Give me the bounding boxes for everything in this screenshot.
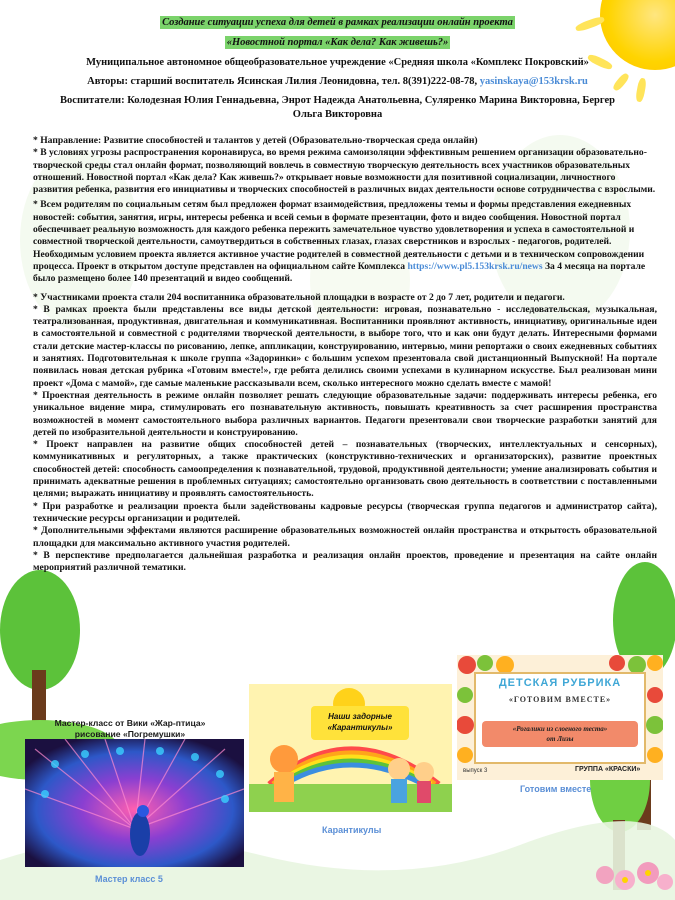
title-line-1: Создание ситуации успеха для детей в рамках реализации онлайн проекта [162,17,513,28]
masterclass-caption [40,718,220,740]
cooking-ribbon [482,724,638,744]
cooking-subtitle: «ГОТОВИМ ВМЕСТЕ» [508,695,612,704]
peacock-painting-art [25,739,244,867]
teachers-line-1: Воспитатели: Колодезная Юлия Геннадьевна, Энрот Надежда Анатольевна, Суляренко Марина Викторовна, Бергер [60,95,615,106]
paragraph-tasks: * Проектная деятельность в режиме онлайн позволяет решать следующие образовательные задачи: поддерживать интересы ребенка, его уникальное видение мира, стимулировать его познавательную активность, повышать креативность за счет расширения пространства возможностей в момент самостоятельного выбора различных вариантов. Педагоги презентовали свои творческие разработки занятий для детей по изобразительной деятельности и конструированию. [33,389,657,438]
masterclass-caption-line-2: рисование «Погремушки» [74,729,186,739]
paragraph-participants: * Участниками проекта стали 204 воспитанника образовательной площадки в возрасте от 2 до 7 лет, родители и педагоги. [33,291,565,303]
karantikuly-banner [311,706,409,740]
paragraph-parents-tail: За 4 месяца на портале было размещено более 140 презентаций и видео сообщений. [33,260,646,285]
teachers-line-2: Ольга Викторовна [292,109,383,120]
paragraph-parents-text: * Всем родителям по социальным сетям был предложен формат взаимодействия, предложены темы и формы представления ежедневных новостей: события, занятия, игры, интересы ребенка и всей семьи в формате презентации, фото и видео сообщения. Новостной портал обеспечивает реальную возможность для каждого ребенка пережить замечательное чувство удовлетворения и успеха в самостоятельной и совместной творческой деятельности, самоутвердиться в собственных глазах, глазах сверстников и взрослых - педагогов, родителей. Необходимым условием проекта является активное участие родителей в совместной деятельности с детьми и в техническом сопровождении процесса. Проект в открытом доступе представлен на официальном сайте Комплекса [33,199,645,272]
cooking-rubric-image[interactable] [457,655,663,780]
cooking-issue: выпуск 3 [463,768,488,774]
peacock-painting-image[interactable] [25,739,244,867]
karantikuly-banner-line-2: «Карантикулы» [327,723,393,732]
paragraph-effects: * Дополнительными эффектами являются расширение образовательных возможностей онлайн пространства и открытость образовательной площадки для максимально активного участия родителей. [33,525,657,549]
authors-text: Авторы: старший воспитатель Ясинская Лилия Леонидовна, тел. 8(391)222-08-78, [87,76,478,87]
authors-email-link[interactable]: yasinskaya@153krsk.ru [479,76,588,87]
karantikuly-art [249,684,452,812]
karantikuly-image[interactable] [249,684,452,812]
karantikuly-label: Карантикулы [322,825,382,835]
cooking-rubric-frame [457,655,663,780]
masterclass-caption-line-1: Мастер-класс от Вики «Жар-птица» [54,718,206,728]
institution: Муниципальное автономное общеобразовательное учреждение «Средняя школа «Комплекс Покровский» [86,57,589,68]
karantikuly-banner-line-1: Наши задорные [328,712,392,721]
authors-line [30,75,645,89]
header [30,12,645,122]
cooking-title: ДЕТСКАЯ РУБРИКА [498,677,622,689]
cooking-ribbon-line-2: от Лизы [546,735,574,743]
cooking-label: Готовим вместе [520,784,592,794]
cooking-ribbon-line-1: «Рогалики из слоеного теста» [512,725,608,733]
news-link[interactable]: https://www.pl5.153krsk.ru/news [407,260,543,272]
paragraph-direction: * Направление: Развитие способностей и талантов у детей (Образовательно-творческая среда онлайн) [33,135,478,146]
paragraph-perspective: * В перспективе предполагается дальнейшая разработка и реализация онлайн проектов, проведение и презентация на сайте онлайн мероприятий различной тематики. [33,549,657,574]
flowers-decoration [590,840,675,900]
paragraph-parents [33,199,657,285]
paragraph-abilities: * Проект направлен на развитие общих способностей детей – познавательных (творческих, интеллектуальных и сенсорных), коммуникативных и регуляторных, а также практических (конструктивно-технических и организаторских), развитие проектных способностей детей: способность самоопределения к познавательной, трудовой, продуктивной деятельности; умение анализировать события и принимать адекватные решения в проблемных ситуациях; самостоятельно организовать свою деятельность в соответствии с поставленными целями; выражать инициативу и проявлять самостоятельность. [33,439,657,500]
teachers-line [30,94,645,122]
cooking-group: ГРУППА «КРАСКИ» [575,766,641,773]
title-line-2: «Новостной портал «Как дела? Как живешь?» [226,37,449,48]
paragraph-activities: * В рамках проекта были представлены все виды детской деятельности: игровая, познавательно - исследовательская, музыкальная, театрализованная, продуктивная, двигательная и коммуникативная. Воспитанники проявляют активность, инициативу, оригинальные идеи в самостоятельной и совместной с родителями творческой деятельности, в выборе того, что и как они будут делать. Интересными формами стали детские мастер-классы по рисованию, лепке, аппликации, конструированию, интервью, мини репортажи о своих ежедневных событиях и занятиях. Подготовительная к школе группа «Задоринки» с большим успехом презентовала свой дистанционный Выпускной! На портале появилась новая детская рубрика «Готовим вместе!», где ребята делились своими успехами в кулинарном искусстве. Был реализован мини проект «Дома с мамой», где самые маленькие рассказывали всем, сколько интересного можно сделать вместе с мамой! [33,303,657,389]
masterclass-label: Мастер класс 5 [95,874,163,884]
body-text [33,135,657,574]
paragraph-resources: * При разработке и реализации проекта были задействованы кадровые ресурсы (творческая группа педагогов и администратор сайта), технические ресурсы организации и родителей. [33,500,657,524]
paragraph-context: * В условиях угрозы распространения коронавируса, во время режима самоизоляции эффективным решением организации образовательно-творческой среды стал онлайн формат, позволяющий вовлечь в совместную творческую деятельность всех участников образовательных отношений. Новостной портал «Как дела? Как живешь?» открывает новые возможности для позитивной социализации, личностного развития ребенка, развития его инициативы и творческих способностей в различных видах деятельности основе сотрудничества с взрослыми. [33,147,656,196]
